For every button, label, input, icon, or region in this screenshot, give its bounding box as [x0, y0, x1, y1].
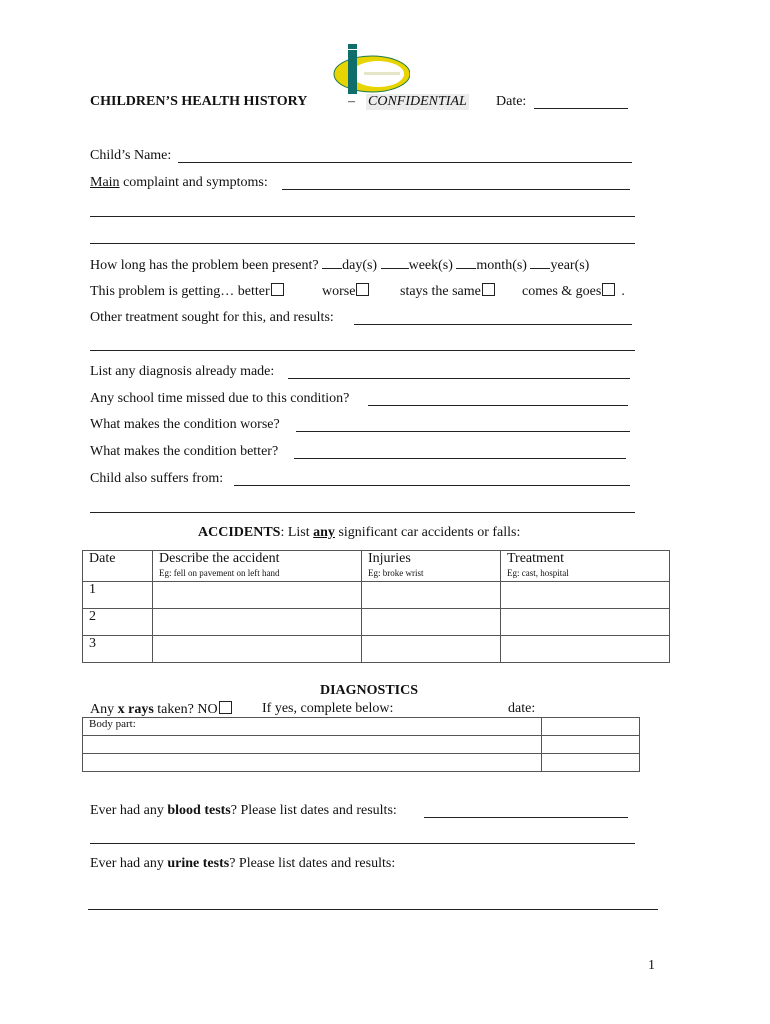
urine-pre: Ever had any: [90, 856, 168, 871]
accidents-any: any: [313, 525, 335, 540]
weeks-field[interactable]: [381, 256, 409, 269]
stays-checkbox[interactable]: [482, 283, 495, 296]
worse-question-field[interactable]: [296, 431, 630, 432]
blood-bold: blood tests: [167, 803, 231, 818]
injuries-cell[interactable]: [362, 582, 501, 609]
header-describe-label: Describe the accident: [159, 551, 280, 566]
childs-name-label: Child’s Name:: [90, 148, 172, 163]
urine-tests-field[interactable]: [88, 909, 658, 910]
header-injuries-label: Injuries: [368, 551, 411, 566]
accidents-colon: : List: [280, 525, 314, 540]
injuries-cell[interactable]: [362, 636, 501, 663]
accidents-header-row: [83, 551, 670, 582]
weeks-label: week(s): [408, 258, 453, 273]
confidential-label: CONFIDENTIAL: [368, 94, 467, 109]
months-field[interactable]: [456, 256, 476, 269]
accidents-title: ACCIDENTS: [198, 525, 281, 540]
describe-cell[interactable]: [153, 609, 362, 636]
days-label: day(s): [342, 258, 378, 273]
xray-date-label: date:: [508, 701, 536, 716]
date-field[interactable]: [534, 108, 628, 109]
comes-goes-option: [522, 283, 625, 300]
treatment-cell[interactable]: [501, 636, 670, 663]
row-number: 2: [83, 609, 153, 636]
treatment-cell[interactable]: [501, 609, 670, 636]
date-label: Date:: [496, 94, 527, 109]
describe-example: Eg: fell on pavement on left hand: [159, 568, 280, 578]
how-long-label: How long has the problem been present?: [90, 258, 319, 273]
other-treatment-line-2[interactable]: [90, 350, 635, 351]
complaint-rest: complaint and symptoms:: [119, 175, 268, 190]
blood-pre: Ever had any: [90, 803, 168, 818]
xrays-row: [90, 701, 232, 718]
blood-post: ? Please list dates and results:: [230, 803, 397, 818]
days-field[interactable]: [322, 256, 342, 269]
xray-date-cell[interactable]: [542, 718, 640, 736]
treatment-example: Eg: cast, hospital: [507, 568, 569, 578]
school-label: Any school time missed due to this condition?: [90, 391, 350, 406]
other-treatment-field[interactable]: [354, 324, 632, 325]
urine-bold: urine tests: [167, 856, 230, 871]
diagnosis-field[interactable]: [288, 378, 630, 379]
table-row: [83, 582, 670, 609]
school-field[interactable]: [368, 405, 628, 406]
blood-tests-label: [90, 803, 397, 819]
header-injuries: [362, 551, 501, 582]
header-date: Date: [83, 551, 153, 582]
injuries-example: Eg: broke wrist: [368, 568, 424, 578]
clinic-logo: [330, 44, 410, 96]
row-number: 1: [83, 582, 153, 609]
period: .: [621, 284, 625, 299]
main-complaint-label: [90, 175, 268, 191]
xrays-no-checkbox[interactable]: [219, 701, 232, 714]
better-question-label: What makes the condition better?: [90, 444, 279, 459]
months-label: month(s): [476, 258, 527, 273]
xray-date-cell[interactable]: [542, 754, 640, 772]
stays-option: [400, 283, 495, 300]
body-part-cell[interactable]: [83, 736, 542, 754]
years-label: year(s): [550, 258, 590, 273]
better-checkbox[interactable]: [271, 283, 284, 296]
other-treatment-label: Other treatment sought for this, and results:: [90, 310, 334, 325]
years-field[interactable]: [530, 256, 550, 269]
describe-cell[interactable]: [153, 636, 362, 663]
table-row: [83, 718, 640, 736]
treatment-cell[interactable]: [501, 582, 670, 609]
worse-option: [322, 283, 369, 300]
header-treatment-label: Treatment: [507, 551, 565, 566]
diagnosis-label: List any diagnosis already made:: [90, 364, 275, 379]
worse-label: worse: [322, 284, 356, 299]
diagnostics-heading: DIAGNOSTICS: [320, 683, 419, 698]
table-row: [83, 609, 670, 636]
comes-goes-checkbox[interactable]: [602, 283, 615, 296]
worse-question-label: What makes the condition worse?: [90, 417, 280, 432]
how-long-row: [90, 256, 589, 274]
table-row: [83, 754, 640, 772]
xrays-any: Any: [90, 702, 118, 717]
body-part-cell[interactable]: [83, 754, 542, 772]
xrays-taken: taken? NO: [153, 702, 218, 717]
blood-tests-field[interactable]: [424, 817, 628, 818]
worse-checkbox[interactable]: [356, 283, 369, 296]
page-number: 1: [648, 958, 655, 973]
comes-goes-label: comes & goes: [522, 284, 602, 299]
xray-date-cell[interactable]: [542, 736, 640, 754]
urine-post: ? Please list dates and results:: [229, 856, 396, 871]
urine-tests-label: [90, 856, 395, 872]
describe-cell[interactable]: [153, 582, 362, 609]
accidents-table: [82, 550, 670, 663]
main-complaint-field[interactable]: [282, 189, 630, 190]
xrays-bold: x rays: [117, 702, 154, 717]
accidents-rest: significant car accidents or falls:: [334, 525, 521, 540]
table-row: [83, 736, 640, 754]
complaint-line-2[interactable]: [90, 216, 635, 217]
suffers-line-2[interactable]: [90, 512, 635, 513]
accidents-heading: [198, 525, 520, 541]
better-option: [90, 283, 284, 300]
blood-tests-line-2[interactable]: [90, 843, 635, 844]
xrays-table: [82, 717, 640, 772]
childs-name-field[interactable]: [178, 162, 632, 163]
better-question-field[interactable]: [294, 458, 626, 459]
suffers-field[interactable]: [234, 485, 630, 486]
injuries-cell[interactable]: [362, 609, 501, 636]
complaint-line-3[interactable]: [90, 243, 635, 244]
form-title: CHILDREN’S HEALTH HISTORY: [90, 94, 308, 109]
getting-label: This problem is getting… better: [90, 284, 270, 299]
header-describe: [153, 551, 362, 582]
body-part-label: Body part:: [89, 718, 136, 730]
table-row: [83, 636, 670, 663]
suffers-label: Child also suffers from:: [90, 471, 224, 486]
header-treatment: [501, 551, 670, 582]
body-part-cell[interactable]: [83, 718, 542, 736]
row-number: 3: [83, 636, 153, 663]
stays-label: stays the same: [400, 284, 481, 299]
if-yes-label: If yes, complete below:: [262, 701, 394, 716]
main-word: Main: [90, 175, 120, 190]
title-dash: –: [348, 94, 355, 109]
